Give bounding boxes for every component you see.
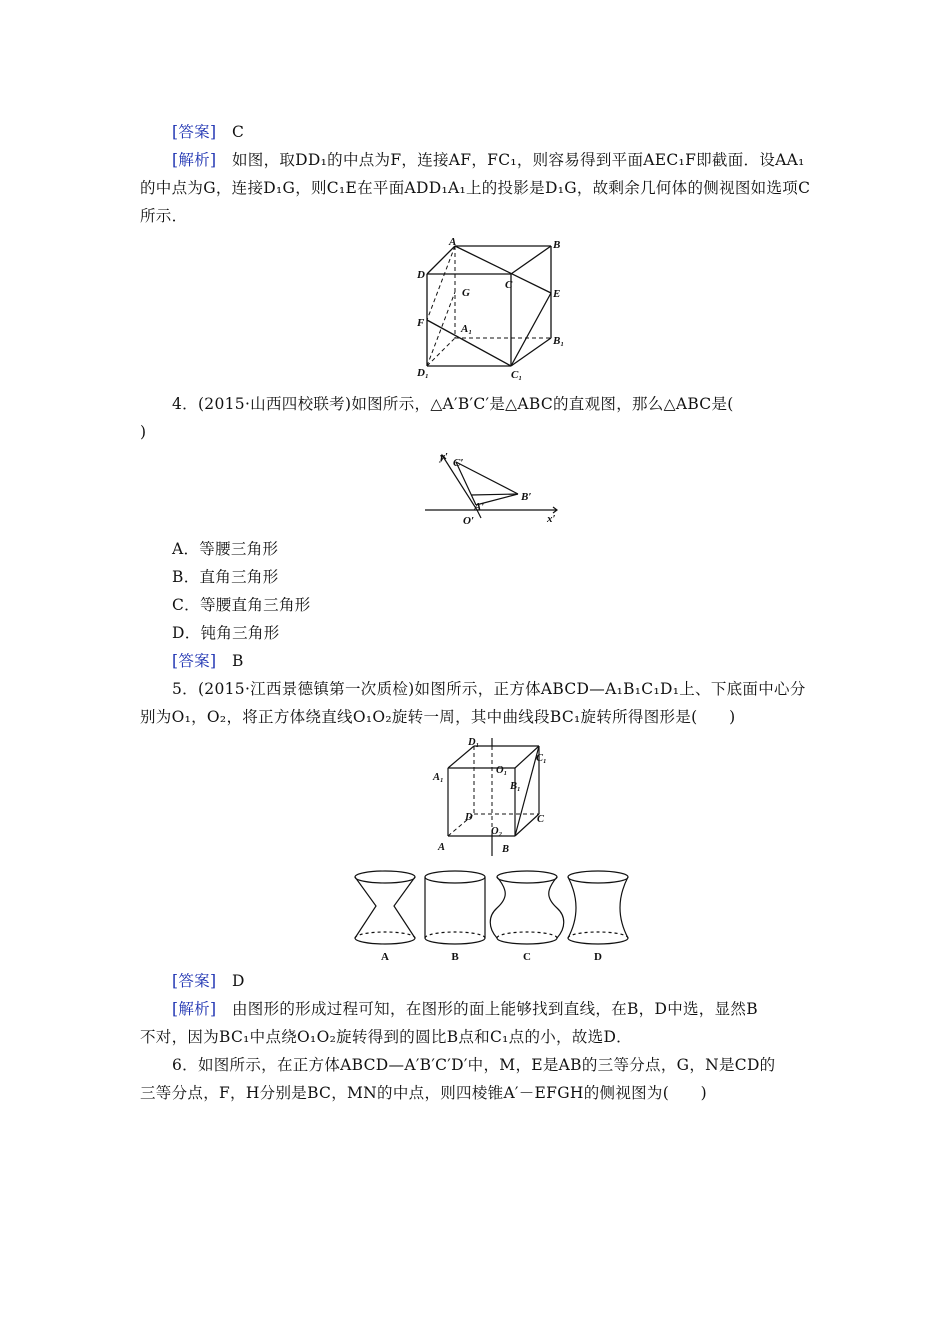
analysis-tag: [解析] [172, 1000, 217, 1018]
label-B: B [553, 239, 561, 251]
q3-analysis-line-1 [172, 149, 852, 171]
label-O-prime: O′ [463, 515, 475, 527]
label-D1: D₁ [417, 367, 429, 379]
label-C1: C₁ [511, 369, 523, 381]
answer-value: D [231, 972, 245, 990]
q3-answer-line [172, 121, 852, 143]
q3-analysis-line-3: 所示． [140, 207, 188, 225]
label-B1: B₁ [553, 335, 565, 347]
label-C: C [537, 814, 545, 825]
answer-value: C [231, 123, 245, 141]
label-x-prime: x′ [547, 513, 556, 525]
choice-label-c: C [523, 951, 531, 963]
q5-analysis-line-2: 不对，因为BC₁中点绕O₁O₂旋转得到的圆比B点和C₁点的小，故选D． [140, 1028, 632, 1046]
q4-option-c: C．等腰直角三角形 [172, 596, 311, 614]
q4-stem-line-1: 4．(2015·山西四校联考)如图所示，△A′B′C′是△ABC的直观图，那么△ABC是( [172, 395, 734, 413]
label-O2: O₂ [491, 826, 503, 837]
label-C1: C₁ [536, 753, 547, 764]
q4-option-a: A．等腰三角形 [172, 540, 279, 558]
label-F: F [417, 317, 425, 329]
label-A-prime: A′ [474, 501, 485, 513]
q5-stem-line-2: 别为O₁，O₂，将正方体绕直线O₁O₂旋转一周，其中曲线段BC₁旋转所得图形是( ) [140, 708, 736, 726]
analysis-tag: [解析] [172, 151, 217, 169]
q3-analysis-line-2: 的中点为G，连接D₁G，则C₁E在平面ADD₁A₁上的投影是D₁G，故剩余几何体的侧视图如选项C [140, 179, 811, 197]
q5-options-figure [348, 868, 638, 966]
label-G: G [462, 287, 470, 299]
label-D: D [417, 269, 425, 281]
q3-cube-figure [405, 236, 585, 384]
label-D: D [465, 812, 473, 823]
label-E: E [553, 288, 561, 300]
q6-stem-line-2: 三等分点，F，H分别是BC，MN的中点，则四棱锥A′－EFGH的侧视图为( ) [140, 1084, 708, 1102]
q4-answer-line [172, 650, 852, 672]
answer-tag: [答案] [172, 972, 217, 990]
choice-label-b: B [451, 951, 459, 963]
analysis-text: 由图形的形成过程可知，在图形的面上能够找到直线，在B，D中选，显然B [231, 1000, 758, 1018]
q4-oblique-figure [425, 448, 565, 530]
option-c-solid [490, 871, 564, 944]
label-B1: B₁ [510, 781, 521, 792]
option-b-solid [425, 871, 485, 944]
option-d-solid [568, 871, 628, 944]
label-C-prime: C′ [453, 457, 464, 469]
label-A1: A₁ [433, 772, 444, 783]
q4-stem-line-2: ) [140, 423, 147, 441]
label-O1: O₁ [496, 765, 508, 776]
label-D1: D₁ [468, 738, 480, 748]
option-a-solid [355, 871, 415, 944]
label-A: A [438, 842, 446, 853]
label-y-prime: y′ [440, 451, 448, 463]
choice-label-a: A [381, 951, 389, 963]
answer-tag: [答案] [172, 652, 217, 670]
label-A: A [449, 236, 457, 248]
q6-stem-line-1: 6．如图所示，在正方体ABCD—A′B′C′D′中，M，E是AB的三等分点，G，N是CD的 [172, 1056, 776, 1074]
q5-cube-figure [428, 738, 558, 858]
q5-analysis-line-1 [172, 998, 852, 1020]
q4-option-d: D．钝角三角形 [172, 624, 280, 642]
label-C: C [505, 279, 513, 291]
label-B-prime: B′ [521, 491, 532, 503]
answer-value: B [231, 652, 244, 670]
answer-tag: [答案] [172, 123, 217, 141]
analysis-text: 如图，取DD₁的中点为F，连接AF，FC₁，则容易得到平面AEC₁F即截面．设AA₁ [231, 151, 805, 169]
choice-label-d: D [594, 951, 602, 963]
q5-answer-line [172, 970, 852, 992]
q4-option-b: B．直角三角形 [172, 568, 279, 586]
label-A1: A₁ [461, 323, 473, 335]
q5-stem-line-1: 5．(2015·江西景德镇第一次质检)如图所示，正方体ABCD—A₁B₁C₁D₁上、下底面中心分 [172, 680, 806, 698]
label-B: B [502, 844, 510, 855]
